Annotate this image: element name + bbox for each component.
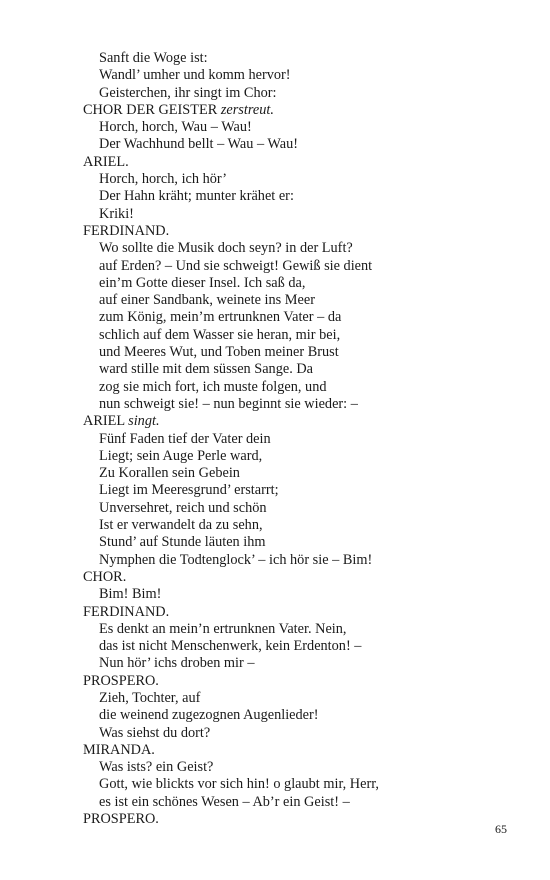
speaker-name: FERDINAND. bbox=[83, 603, 170, 620]
speaker-name: ARIEL. bbox=[83, 153, 129, 170]
verse-line: und Meeres Wut, und Toben meiner Brust bbox=[99, 344, 339, 361]
verse-line: schlich auf dem Wasser sie heran, mir bei, bbox=[99, 326, 341, 343]
verse-line: auf einer Sandbank, weinete ins Meer bbox=[99, 292, 315, 309]
speaker-name: PROSPERO. bbox=[83, 811, 159, 828]
stage-direction: zerstreut. bbox=[220, 101, 274, 118]
verse-line: die weinend zugezognen Augenlieder! bbox=[99, 707, 319, 724]
verse-line: Der Hahn kräht; munter krähet er: bbox=[99, 188, 294, 205]
speaker-line bbox=[83, 604, 379, 621]
speaker-line bbox=[83, 413, 379, 430]
verse-line: Fünf Faden tief der Vater dein bbox=[99, 430, 271, 447]
speaker-line bbox=[83, 102, 379, 119]
speaker-line bbox=[83, 673, 379, 690]
verse-line: zog sie mich fort, ich muste folgen, und bbox=[99, 378, 327, 395]
verse-line: Was siehst du dort? bbox=[99, 724, 211, 741]
verse-line: nun schweigt sie! – nun beginnt sie wieder: – bbox=[99, 395, 358, 412]
speaker-name: FERDINAND. bbox=[83, 222, 170, 239]
verse-line: zum König, mein’m ertrunknen Vater – da bbox=[99, 309, 342, 326]
verse-line: das ist nicht Menschenwerk, kein Erdenton! – bbox=[99, 638, 362, 655]
speaker-line bbox=[83, 223, 379, 240]
stage-direction: singt. bbox=[128, 413, 160, 430]
verse-line: Wo sollte die Musik doch seyn? in der Luft? bbox=[99, 240, 353, 257]
speaker-name: MIRANDA. bbox=[83, 741, 155, 758]
verse-line: Nymphen die Todtenglock’ – ich hör sie – Bim! bbox=[99, 551, 373, 568]
speaker-name: PROSPERO. bbox=[83, 672, 159, 689]
verse-line: Liegt; sein Auge Perle ward, bbox=[99, 447, 263, 464]
play-text bbox=[83, 50, 379, 828]
verse-line: ward stille mit dem süssen Sange. Da bbox=[99, 361, 314, 378]
speaker-name: CHOR DER GEISTER bbox=[83, 101, 218, 118]
verse-line: Es denkt an mein’n ertrunknen Vater. Nein, bbox=[99, 620, 347, 637]
verse-line: Horch, horch, ich hör’ bbox=[99, 171, 227, 188]
speaker-line bbox=[83, 742, 379, 759]
verse-line: Zu Korallen sein Gebein bbox=[99, 465, 240, 482]
verse-line: auf Erden? – Und sie schweigt! Gewiß sie dient bbox=[99, 257, 373, 274]
page-number: 65 bbox=[495, 822, 507, 836]
verse-line: Was ists? ein Geist? bbox=[99, 759, 214, 776]
verse-line: Nun hör’ ichs droben mir – bbox=[99, 655, 255, 672]
verse-line: Stund’ auf Stunde läuten ihm bbox=[99, 534, 266, 551]
verse-line: Liegt im Meeresgrund’ erstarrt; bbox=[99, 482, 279, 499]
verse-line: Gott, wie blickts vor sich hin! o glaubt mir, Herr, bbox=[99, 776, 379, 793]
speaker-line bbox=[83, 569, 379, 586]
verse-line: ein’m Gotte dieser Insel. Ich saß da, bbox=[99, 274, 306, 291]
verse-line: Kriki! bbox=[99, 205, 134, 222]
speaker-line bbox=[83, 154, 379, 171]
verse-line: Wandl’ umher und komm hervor! bbox=[99, 67, 291, 84]
verse-line: Horch, horch, Wau – Wau! bbox=[99, 119, 252, 136]
speaker-name: CHOR. bbox=[83, 568, 127, 585]
verse-line: Ist er verwandelt da zu sehn, bbox=[99, 517, 263, 534]
verse-line: es ist ein schönes Wesen – Ab’r ein Geist! – bbox=[99, 793, 350, 810]
verse-line: Geisterchen, ihr singt im Chor: bbox=[99, 84, 277, 101]
verse-line: Bim! Bim! bbox=[99, 586, 162, 603]
speaker-name: ARIEL bbox=[83, 413, 125, 430]
verse-line: Unversehret, reich und schön bbox=[99, 499, 267, 516]
verse-line: Zieh, Tochter, auf bbox=[99, 689, 201, 706]
verse-line: Der Wachhund bellt – Wau – Wau! bbox=[99, 136, 299, 153]
speaker-line bbox=[83, 811, 379, 828]
verse-line: Sanft die Woge ist: bbox=[99, 50, 208, 66]
